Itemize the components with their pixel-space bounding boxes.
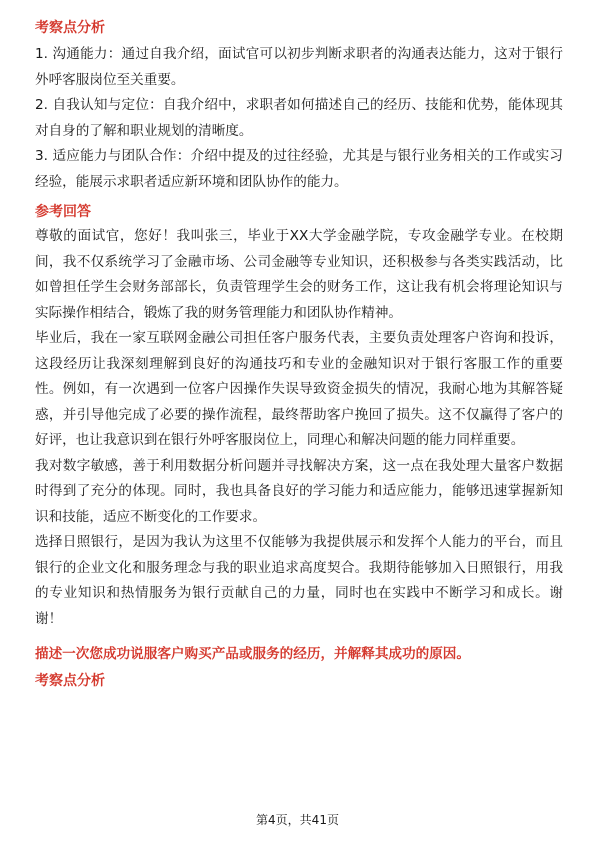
answer-paragraph: 尊敬的面试官，您好！我叫张三，毕业于XX大学金融学院，专攻金融学专业。在校期间，我不仅系统学习了金融市场、公司金融等专业知识，还积极参与各类实践活动，比如曾担任学生会财务部部长，负责管理学生会的财务工作，这让我有机会将理论知识与实际操作相结合，锻炼了我的财务管理能力和团队协作精神。	[35, 228, 563, 321]
reference-answer	[35, 224, 563, 632]
answer-paragraph: 毕业后，我在一家互联网金融公司担任客户服务代表，主要负责处理客户咨询和投诉，这段经历让我深刻理解到良好的沟通技巧和专业的金融知识对于银行客服工作的重要性。例如，有一次遇到一位客户因操作失误导致资金损失的情况，我耐心地为其解答疑惑，并引导他完成了必要的操作流程，最终帮助客户挽回了损失。这不仅赢得了客户的好评，也让我意识到在银行外呼客服岗位上，同理心和解决问题的能力同样重要。	[35, 330, 563, 448]
page-footer	[0, 811, 595, 828]
section-heading-analysis-next: 考察点分析	[35, 673, 105, 689]
analysis-list	[35, 42, 563, 195]
section-heading-analysis: 考察点分析	[35, 20, 105, 36]
answer-paragraph: 我对数字敏感，善于利用数据分析问题并寻找解决方案，这一点在我处理大量客户数据时得到了充分的体现。同时，我也具备良好的学习能力和适应能力，能够迅速掌握新知识和技能，适应不断变化的工作要求。	[35, 457, 563, 525]
section-heading-reference-answer: 参考回答	[35, 204, 91, 220]
page-number: 第4页，共41页	[256, 813, 339, 827]
analysis-item: 1. 沟通能力：通过自我介绍，面试官可以初步判断求职者的沟通表达能力，这对于银行外呼客服岗位至关重要。	[35, 46, 563, 88]
answer-paragraph: 选择日照银行，是因为我认为这里不仅能够为我提供展示和发挥个人能力的平台，而且银行的企业文化和服务理念与我的职业追求高度契合。我期待能够加入日照银行，用我的专业知识和热情服务为银行贡献自己的力量，同时也在实践中不断学习和成长。谢谢！	[35, 534, 563, 627]
interview-question: 描述一次您成功说服客户购买产品或服务的经历，并解释其成功的原因。	[35, 646, 470, 662]
analysis-item: 3. 适应能力与团队合作：介绍中提及的过往经验，尤其是与银行业务相关的工作或实习经验，能展示求职者适应新环境和团队协作的能力。	[35, 148, 563, 190]
analysis-item: 2. 自我认知与定位：自我介绍中，求职者如何描述自己的经历、技能和优势，能体现其对自身的了解和职业规划的清晰度。	[35, 97, 563, 139]
document-page	[35, 18, 563, 691]
